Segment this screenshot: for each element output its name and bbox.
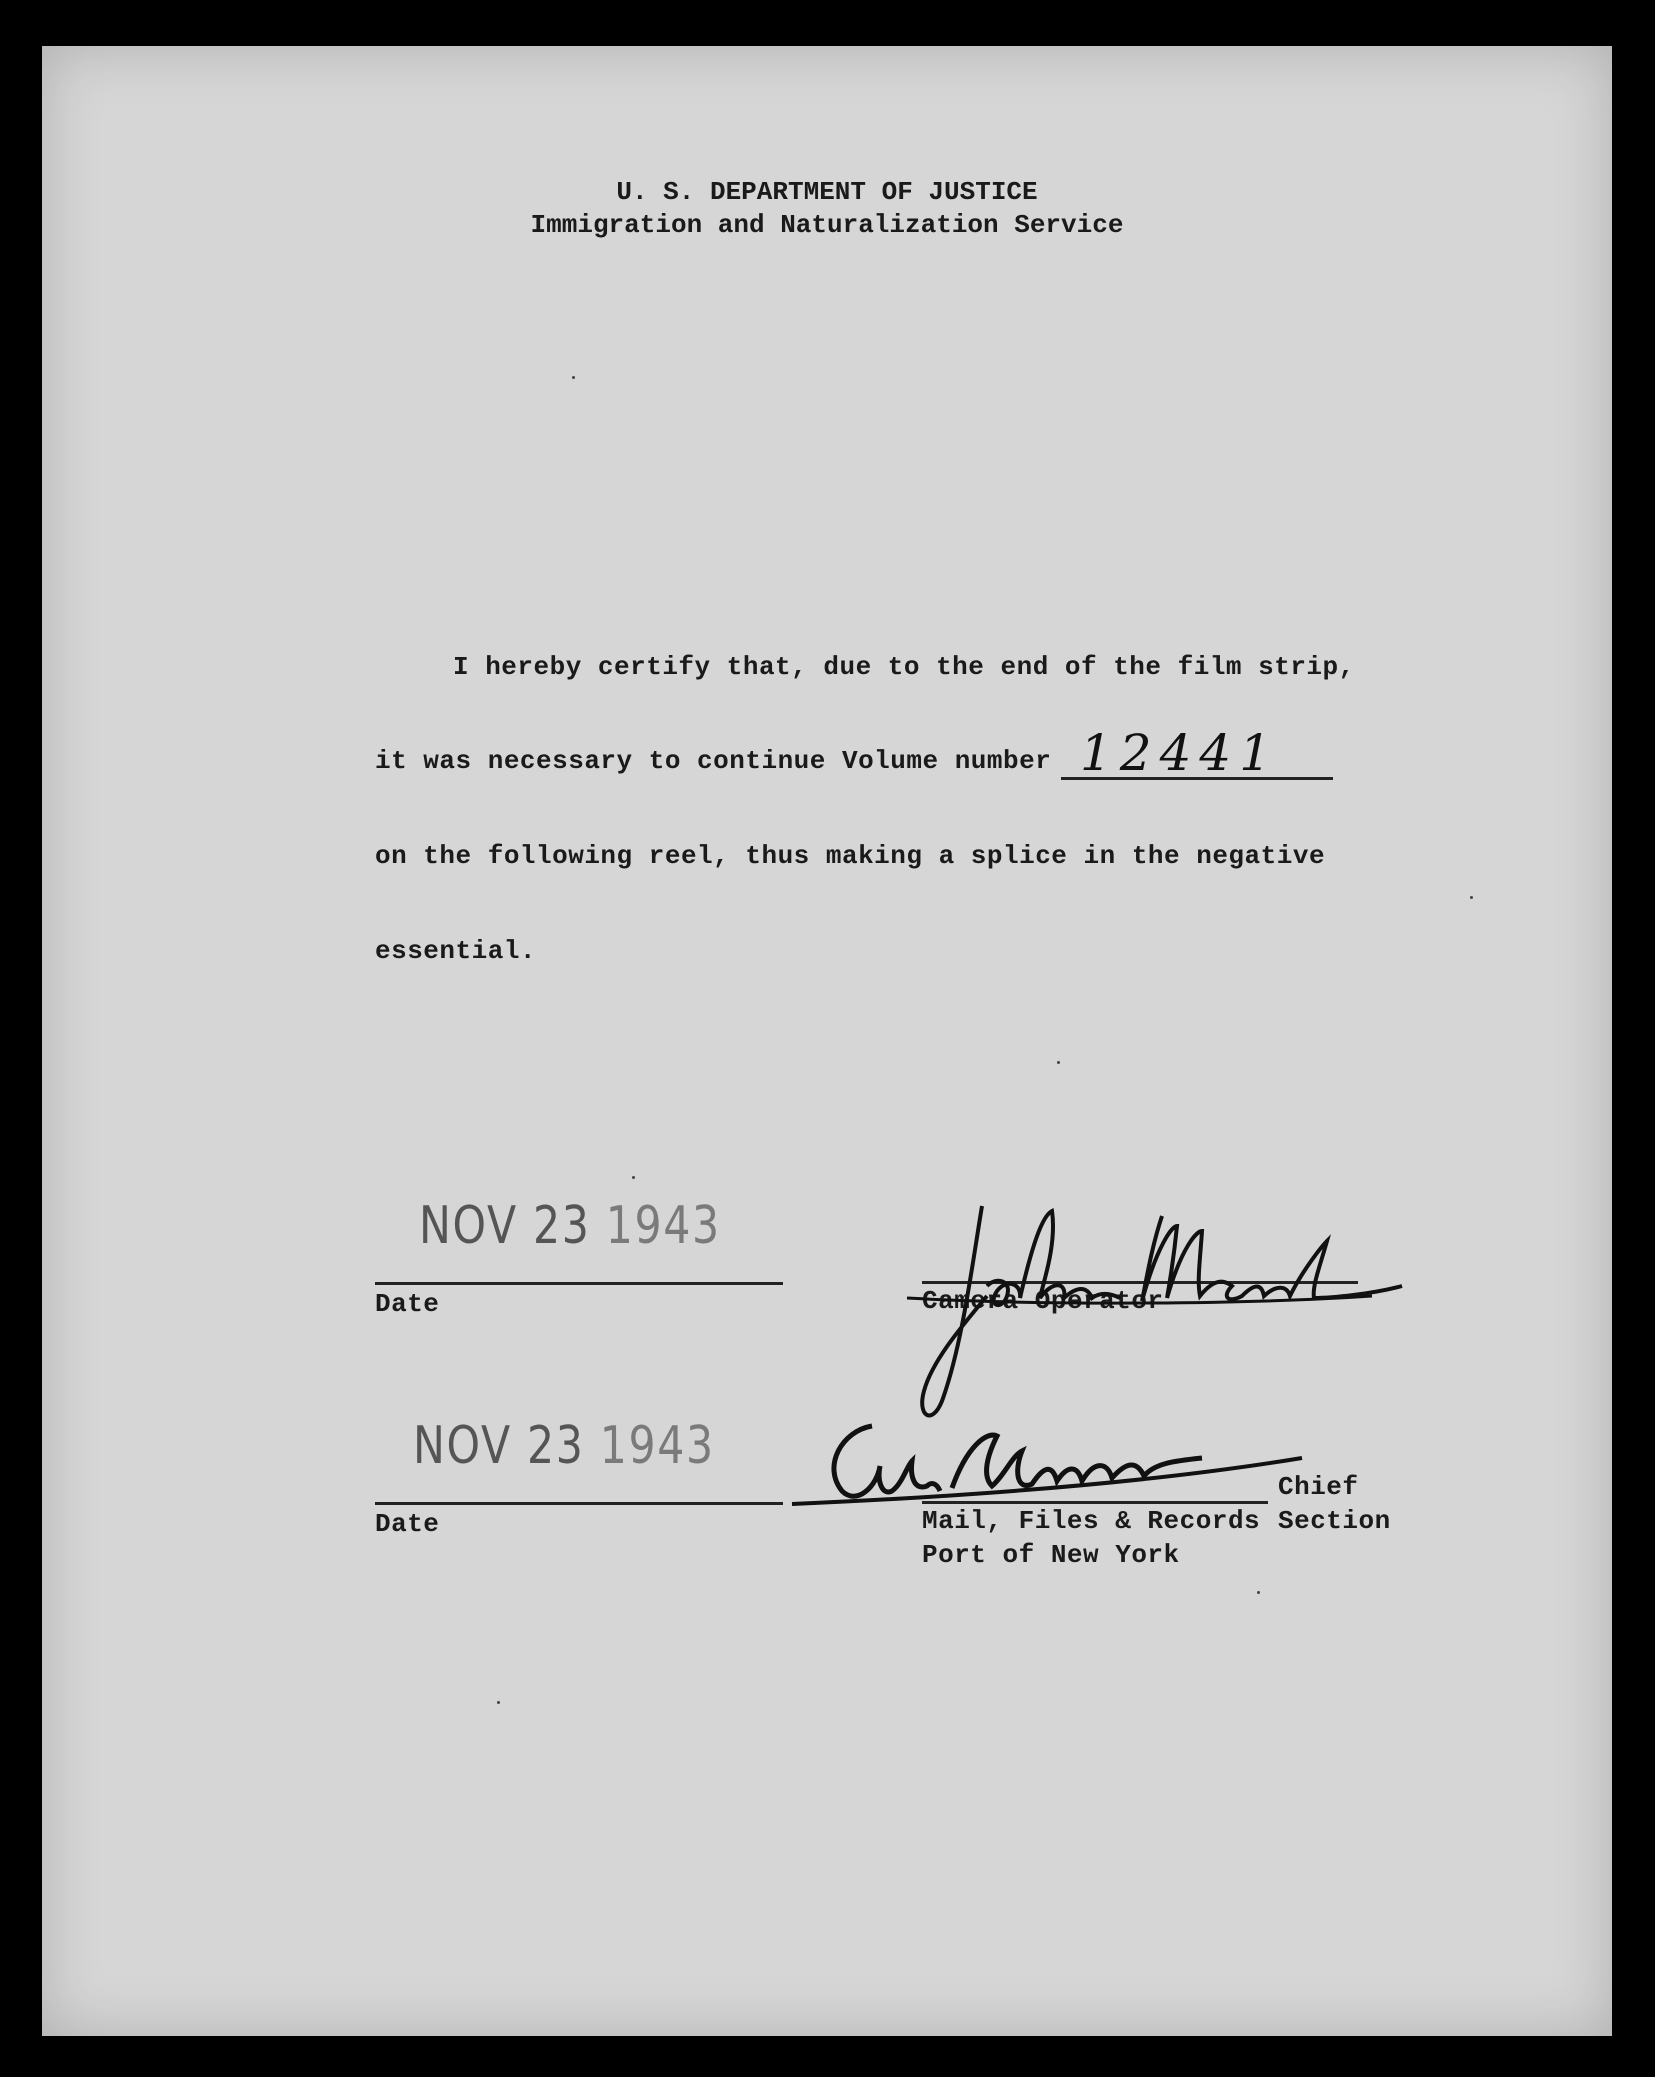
document-page bbox=[42, 46, 1612, 2036]
scan-speck bbox=[497, 1701, 500, 1704]
date-line-1 bbox=[375, 1282, 783, 1285]
certification-line-3: on the following reel, thus making a splice in the negative bbox=[375, 841, 1326, 871]
date-stamp-1-year: 1943 bbox=[605, 1196, 721, 1256]
scan-speck bbox=[1057, 1061, 1060, 1064]
certification-line-4: essential. bbox=[375, 936, 537, 966]
department-label: Mail, Files & Records bbox=[922, 1506, 1261, 1536]
scan-speck bbox=[1257, 1591, 1260, 1594]
section-label: Section bbox=[1278, 1506, 1391, 1536]
john-mead-signature bbox=[902, 1186, 1462, 1426]
service-name: Immigration and Naturalization Service bbox=[530, 210, 1124, 240]
date-line-2 bbox=[375, 1502, 783, 1505]
volume-number-handwritten: 12441 bbox=[1080, 724, 1280, 782]
date-stamp-2-day: NOV 23 bbox=[413, 1416, 585, 1476]
scan-speck bbox=[1470, 896, 1473, 899]
date-stamp-1-day: NOV 23 bbox=[419, 1196, 591, 1256]
port-label: Port of New York bbox=[922, 1540, 1180, 1570]
date-label-2: Date bbox=[375, 1509, 440, 1539]
certification-line-2: it was necessary to continue Volume number bbox=[375, 746, 1052, 776]
letterhead bbox=[42, 176, 1612, 242]
department-name: U. S. DEPARTMENT OF JUSTICE bbox=[616, 177, 1038, 207]
date-stamp-1 bbox=[419, 1196, 721, 1256]
date-stamp-2-year: 1943 bbox=[599, 1416, 715, 1476]
date-stamp-2 bbox=[413, 1416, 715, 1476]
scan-speck bbox=[572, 376, 575, 379]
chief-title: Chief bbox=[1278, 1472, 1359, 1502]
camera-operator-title: Camera Operator bbox=[922, 1286, 1164, 1316]
scan-speck bbox=[632, 1176, 635, 1179]
certification-line-1: I hereby certify that, due to the end of the film strip, bbox=[453, 652, 1355, 682]
date-label-1: Date bbox=[375, 1289, 440, 1319]
